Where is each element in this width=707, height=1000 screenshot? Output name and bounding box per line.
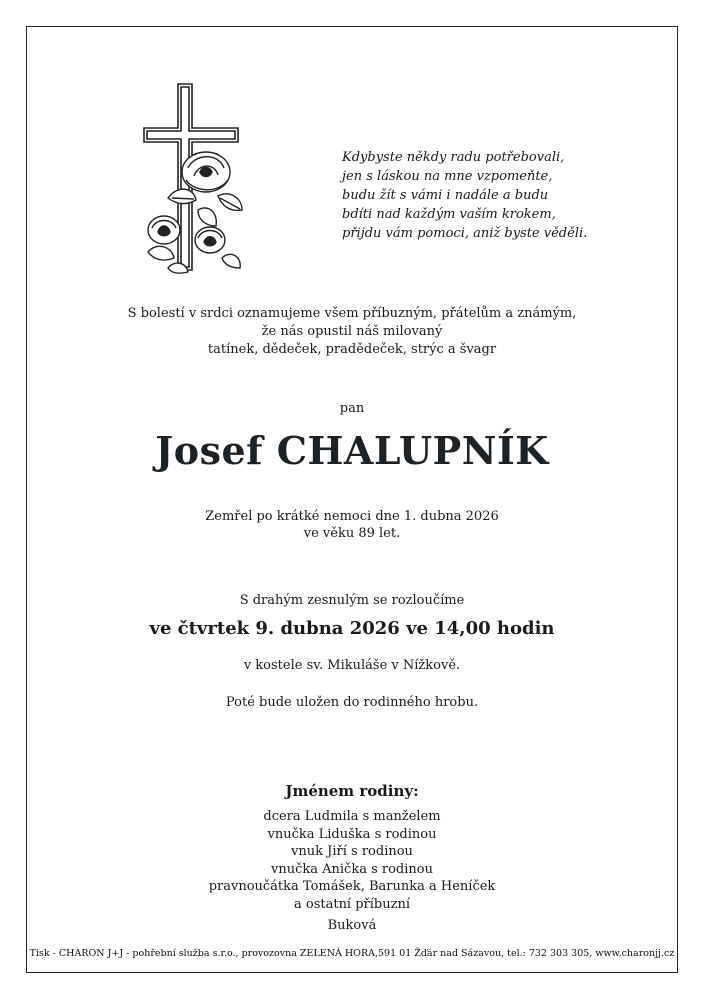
announcement: [26, 305, 678, 359]
poem-line: jen s láskou na mne vzpomeňte,: [342, 169, 553, 184]
farewell-intro: S drahým zesnulým se rozloučíme: [239, 593, 465, 608]
burial-note: Poté bude uložen do rodinného hrobu.: [225, 695, 479, 710]
village-name: Buková: [327, 918, 377, 933]
funeral-place: v kostele sv. Mikuláše v Nížkově.: [243, 658, 461, 673]
poem-line: bdíti nad každým vaším krokem,: [342, 207, 556, 222]
funeral-date: ve čtvrtek 9. dubna 2026 ve 14,00 hodin: [149, 618, 555, 639]
announcement-line: že nás opustil náš milovaný: [261, 324, 443, 339]
announcement-line: S bolestí v srdci oznamujeme všem příbuzným, přátelům a známým,: [127, 306, 577, 321]
family-member: pravnoučátka Tomášek, Barunka a Heníček: [208, 879, 496, 894]
deceased-name: Josef CHALUPNÍK: [155, 428, 549, 473]
family-member: vnuk Jiří s rodinou: [291, 844, 413, 859]
family-member: a ostatní příbuzní: [293, 896, 410, 912]
death-line: ve věku 89 let.: [303, 526, 401, 541]
death-line: Zemřel po krátké nemoci dne 1. dubna 2026: [205, 509, 499, 524]
family-heading: Jménem rodiny:: [285, 782, 419, 800]
family-member: vnučka Liduška s rodinou: [267, 826, 437, 842]
poem-line: Kdybyste někdy radu potřebovali,: [342, 150, 565, 165]
salutation: pan: [339, 401, 365, 416]
cross-with-roses-icon: [138, 80, 248, 275]
death-details: [26, 508, 678, 542]
printer-footer: Tisk - CHARON J+J - pohřební služba s.r.o., provozovna ZELENÁ HORA,591 01 Žďár nad Sázavou, tel.: 732 303 305, www.charonjj.cz: [29, 948, 675, 959]
family-member: vnučka Anička s rodinou: [271, 861, 433, 877]
poem-line: přijdu vám pomoci, aniž byste věděli.: [342, 226, 588, 241]
announcement-line: tatínek, dědeček, pradědeček, strýc a švagr: [207, 342, 497, 357]
family-member: dcera Ludmila s manželem: [263, 809, 441, 824]
memorial-poem: [342, 148, 642, 243]
family-members: [26, 808, 678, 913]
poem-line: budu žít s vámi i nadále a budu: [342, 188, 549, 203]
